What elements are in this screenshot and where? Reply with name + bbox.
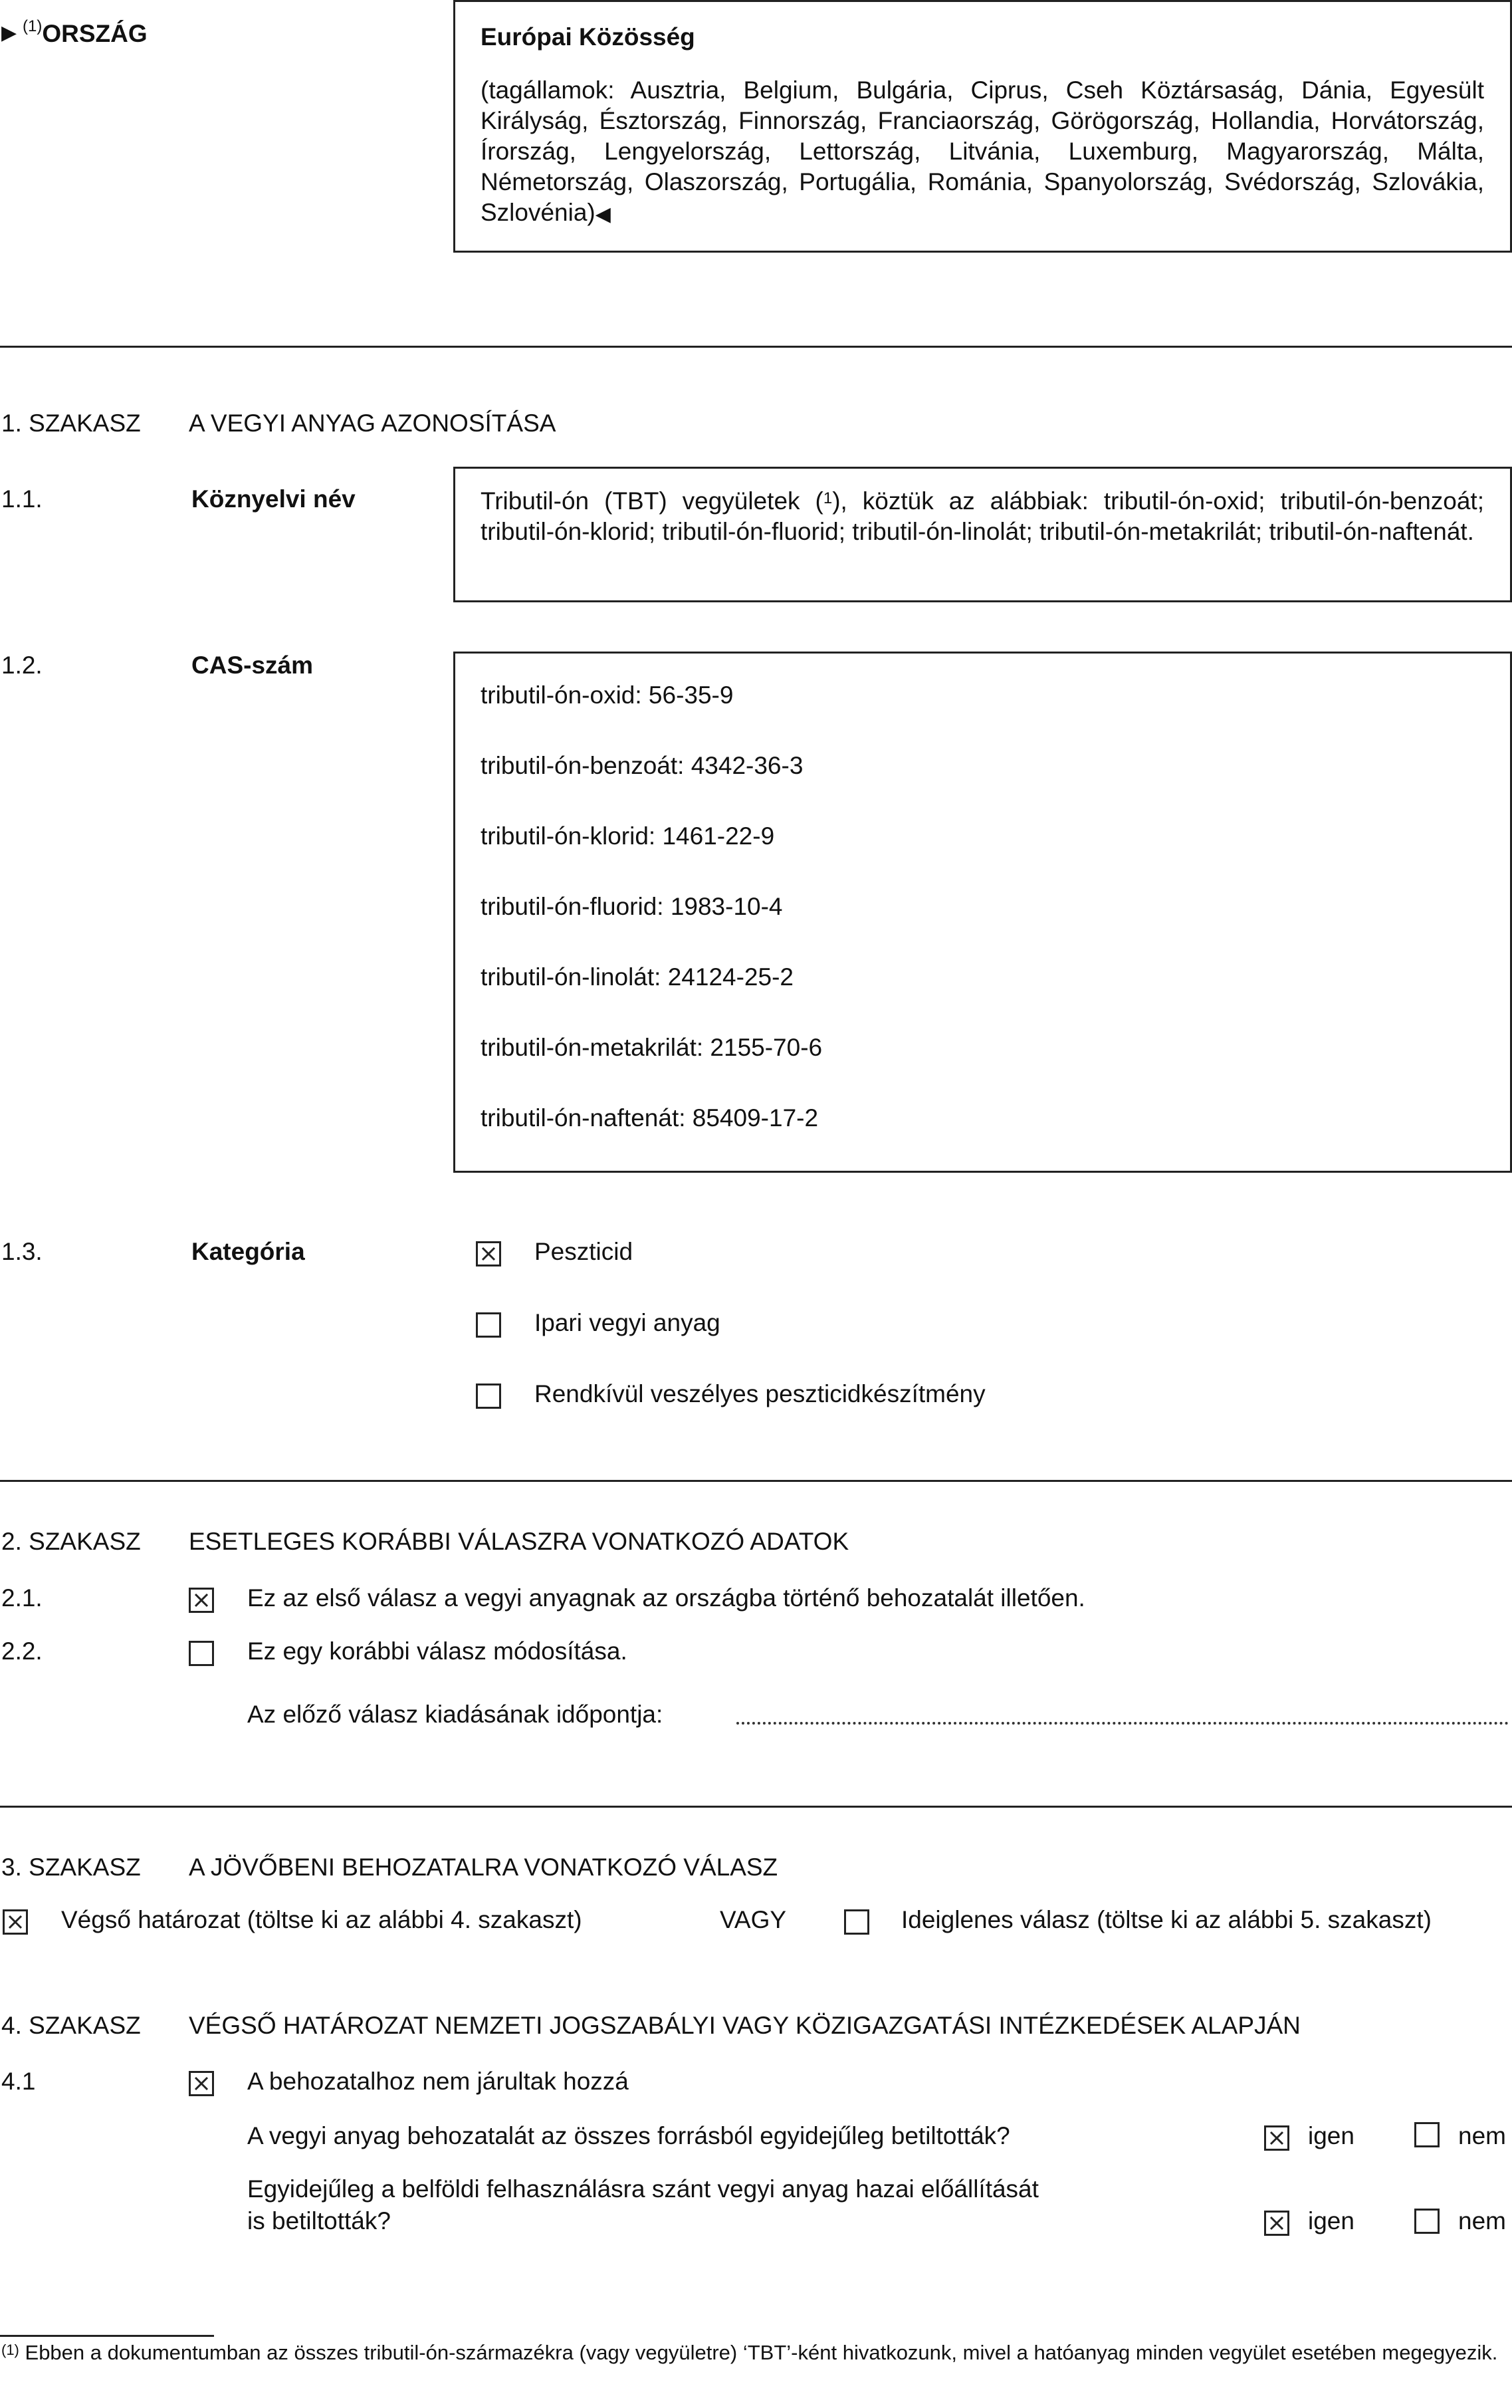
cas-number: 1.2.	[1, 652, 43, 679]
first-response-label: Ez az első válasz a vegyi anyagnak az országba történő behozatalát illetően.	[247, 1584, 1085, 1612]
category-hazardous-label: Rendkívül veszélyes peszticidkészítmény	[534, 1380, 986, 1407]
section1-number: 1. SZAKASZ	[1, 410, 141, 437]
category-label: Kategória	[191, 1238, 305, 1265]
production-ban-no-checkbox[interactable]	[1414, 2209, 1440, 2234]
category-pesticide-checkbox[interactable]	[476, 1241, 501, 1266]
common-name-label: Köznyelvi név	[191, 485, 356, 513]
footnote-marker: (1)	[1, 2342, 19, 2358]
cas-label: CAS-szám	[191, 652, 313, 679]
common-name-value: Tributil-ón (TBT) vegyületek ($^1$), köztük az alábbiak: tributil-ón-oxid; tributil-ón-benzoát; tributil-ón-klorid; tributil-ón-fluorid; tributil-ón-linolát; tributil-ón-metakrilát; tributil-ón-naftenát.	[481, 487, 1484, 545]
amendment-start-marker: ▶	[1, 22, 17, 44]
cas-item: tributil-ón-fluorid: 1983-10-4	[481, 893, 783, 920]
import-ban-yes-checkbox[interactable]	[1264, 2125, 1289, 2151]
interim-response-checkbox[interactable]	[844, 1909, 869, 1935]
common-name-number: 1.1.	[1, 485, 43, 513]
member-states: (tagállamok: Ausztria, Belgium, Bulgária, Ciprus, Cseh Köztársaság, Dánia, Egyesült Királyság, Észtország, Finnország, Franciaország, Görögország, Hollandia, Horvátország, Írország, Lengyelország, Lettország, Litvánia, Luxemburg, Magyarország, Málta, Németország, Olaszország, Portugália, Románia, Spanyolország, Svédország, Szlovákia, Szlovénia)◀	[481, 76, 1484, 226]
divider	[0, 1806, 1512, 1808]
cas-box	[453, 652, 1512, 1173]
import-ban-yes-label: igen	[1308, 2122, 1354, 2149]
category-industrial-label: Ipari vegyi anyag	[534, 1309, 720, 1336]
divider	[0, 346, 1512, 348]
interim-response-label: Ideiglenes válasz (töltse ki az alábbi 5. szakaszt)	[901, 1906, 1432, 1933]
import-ban-no-label: nem	[1458, 2122, 1506, 2149]
or-label: VAGY	[720, 1906, 787, 1933]
check-x-icon	[5, 1911, 26, 1933]
import-ban-no-checkbox[interactable]	[1414, 2122, 1440, 2147]
country-name: Európai Közösség	[481, 23, 695, 51]
cas-item: tributil-ón-linolát: 24124-25-2	[481, 963, 794, 991]
section2-title: ESETLEGES KORÁBBI VÁLASZRA VONATKOZÓ ADATOK	[189, 1528, 849, 1555]
category-pesticide-label: Peszticid	[534, 1238, 633, 1265]
production-ban-yes-checkbox[interactable]	[1264, 2211, 1289, 2236]
section4-number: 4. SZAKASZ	[1, 2012, 141, 2039]
not-consented-number: 4.1	[1, 2068, 36, 2095]
cas-item: tributil-ón-oxid: 56-35-9	[481, 681, 734, 709]
section1-title: A VEGYI ANYAG AZONOSÍTÁSA	[189, 410, 556, 437]
previous-date-field[interactable]	[736, 1722, 1509, 1725]
import-ban-question: A vegyi anyag behozatalát az összes forrásból egyidejűleg betiltották?	[247, 2122, 1010, 2149]
modification-number: 2.2.	[1, 1637, 43, 1665]
country-label: $^{(1)}$ORSZÁG	[23, 17, 148, 47]
production-ban-question-line2: is betiltották?	[247, 2207, 391, 2234]
section3-title: A JÖVŐBENI BEHOZATALRA VONATKOZÓ VÁLASZ	[189, 1854, 778, 1881]
amendment-end-marker: ◀	[595, 203, 611, 225]
section2-number: 2. SZAKASZ	[1, 1528, 141, 1555]
check-x-icon	[191, 1590, 212, 1611]
section4-title: VÉGSŐ HATÁROZAT NEMZETI JOGSZABÁLYI VAGY KÖZIGAZGATÁSI INTÉZKEDÉSEK ALAPJÁN	[189, 2012, 1301, 2039]
first-response-checkbox[interactable]	[189, 1588, 214, 1613]
cas-item: tributil-ón-naftenát: 85409-17-2	[481, 1104, 819, 1132]
category-hazardous-checkbox[interactable]	[476, 1384, 501, 1409]
production-ban-question-line1: Egyidejűleg a belföldi felhasználásra szánt vegyi anyag hazai előállítását	[247, 2175, 1039, 2203]
final-decision-checkbox[interactable]	[3, 1909, 28, 1935]
first-response-number: 2.1.	[1, 1584, 43, 1612]
not-consented-label: A behozatalhoz nem járultak hozzá	[247, 2068, 629, 2095]
footnote-ref: 1	[823, 489, 833, 507]
modification-checkbox[interactable]	[189, 1641, 214, 1666]
category-industrial-checkbox[interactable]	[476, 1312, 501, 1338]
check-x-icon	[1266, 2213, 1287, 2234]
check-x-icon	[191, 2073, 212, 2094]
check-x-icon	[1266, 2127, 1287, 2149]
divider	[0, 1480, 1512, 1482]
country-box	[453, 0, 1512, 253]
final-decision-label: Végső határozat (töltse ki az alábbi 4. szakaszt)	[61, 1906, 582, 1933]
modification-label: Ez egy korábbi válasz módosítása.	[247, 1637, 627, 1665]
production-ban-no-label: nem	[1458, 2207, 1506, 2234]
cas-item: tributil-ón-metakrilát: 2155-70-6	[481, 1034, 823, 1061]
not-consented-checkbox[interactable]	[189, 2071, 214, 2096]
category-number: 1.3.	[1, 1238, 43, 1265]
country-label-marker: (1)	[23, 17, 43, 35]
previous-date-label: Az előző válasz kiadásának időpontja:	[247, 1701, 663, 1728]
cas-item: tributil-ón-klorid: 1461-22-9	[481, 822, 775, 850]
common-name-box	[453, 467, 1512, 602]
check-x-icon	[478, 1243, 499, 1264]
production-ban-yes-label: igen	[1308, 2207, 1354, 2234]
footnote-rule	[0, 2335, 214, 2337]
cas-item: tributil-ón-benzoát: 4342-36-3	[481, 752, 804, 779]
footnote: $^{(1)}$ Ebben a dokumentumban az összes tributil-ón-származékra (vagy vegyületre) ‘TBT’-ként hivatkozunk, mivel a hatóanyag minden vegyület esetében megegyezik.	[1, 2341, 1498, 2364]
section3-number: 3. SZAKASZ	[1, 1854, 141, 1881]
